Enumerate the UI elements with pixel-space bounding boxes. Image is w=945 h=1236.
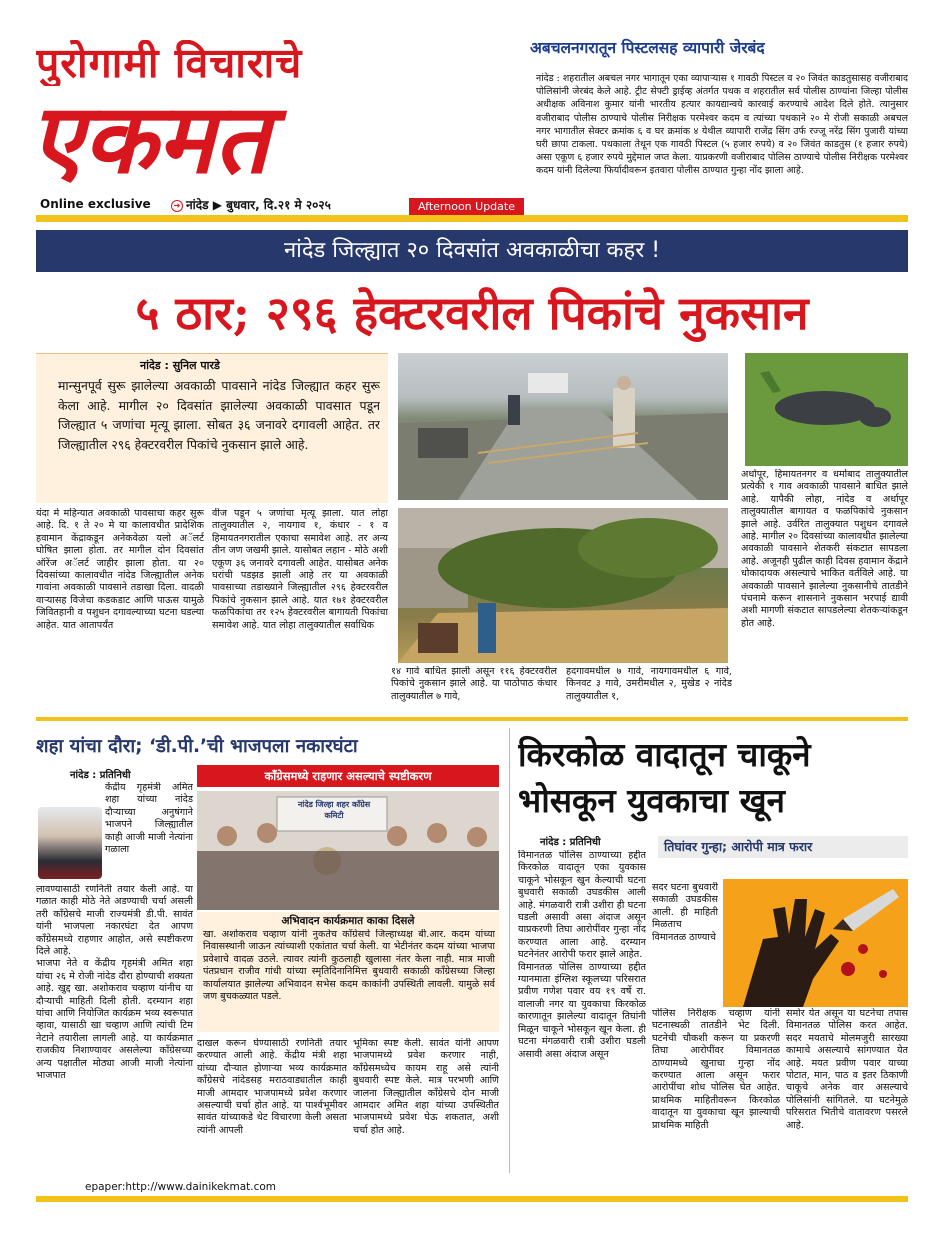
column-separator [509, 728, 510, 1173]
main-story-col2: वीज पडून ५ जणांचा मृत्यू झाला. यात लोहा तालुक्यातील २, नायगाव १, कंधार - १ व हिमायतनगरातील एकाचा समावेश आहे. तर अन्य तीन जण जखमी झाले. यासोबत लहान - मोठे अशी एकूण ३६ जनावरे दगावली आहेत. यासोबत अनेक घरांची पडझड झाली आहे तर या अवकाळी पावसाच्या तडाख्याने जिल्ह्यातील २९६ हेक्टरवरील पिकांचे नुकसान झाले आहे. यात १७१ हेक्टरवरील फळपिकांचा तर १२५ हेक्टरवरील बागायती पिकांचा समावेश आहे. यात लोहा तालुक्यातील सर्वाधिक [212, 508, 388, 631]
stab-story-col2: पोलिस निरीक्षक चव्हाण यांनी घटनास्थळी तातडीने भेट दिली. घटनेची चौकशी करून या प्रकरणी तिघा आरोपींवर विमानतळ ठाण्यामध्ये खुनाचा गुन्हा नोंद करण्यात आला असून फरार आरोपींचा शोध पोलिस घेत आहेत. प्राथमिक माहितीवरून किरकोळ वादातून या युवकाचा खून झाल्याची प्राथमिक माहिती [652, 1008, 780, 1131]
main-story-col3: १४ गावे बाधित झाली असून ११६ हेक्टरवरील पिकांचे नुकसान झाले आहे. या पाठोपाठ कंधार तालुक्यातील ७ गावे, [391, 666, 557, 702]
main-story-col4: हदगावमधील ७ गावे, नायगावमधील ६ गावे, किनवट ३ गावे, उमरीमधील २, मुखेड २ नांदेड तालुक्यातील १, [566, 666, 732, 702]
header-divider [36, 215, 908, 222]
masthead-tagline: पुरोगामी विचाराचे [36, 40, 303, 86]
stab-story-col1: विमानतळ पोलिस ठाण्याच्या हद्दीत किरकोळ वादातून एका युवकास चाकूने भोसकून खुन केल्याची घटना बुधवारी सकाळी उघडकीस आली आहे. मंगळवारी रात्री उशीरा ही घटना घडली असावी असा अंदाज असून याप्रकरणी तिघा आरोपींवर गुन्हा नोंद करण्यात आला आहे. दरम्यान घटनेनंतर आरोपी फरार झाले आहेत. विमानतळ पोलिस ठाण्याच्या हद्दीत ग्यानमाता इंग्लिश स्कूलच्या परिसरात प्रवीण गणेश पवार वय १९ वर्षे रा. वालाजी नगर या युवकाचा किरकोळ कारणातून झालेल्या वादातून तिघांनी मिळून चाकूने भोसकून खून केला. ही घटना मंगळवारी रात्री उशीरा घडली असावी असा अंदाज असून [518, 850, 646, 1060]
top-story-headline[interactable]: अबचलनगरातून पिस्टलसह व्यापारी जेरबंद [530, 39, 765, 57]
online-exclusive-label: Online exclusive [40, 197, 151, 211]
shah-story-col1-top: केंद्रीय गृहमंत्री अमित शहा यांच्या नांदेड दौऱ्याच्या अनुषंगाने भाजपने जिल्ह्यातील काही आजी माजी नेत्यांना गळाला [105, 782, 193, 856]
dateline [171, 196, 331, 213]
main-story-headline[interactable]: ५ ठार; २९६ हेक्टरवरील पिकांचे नुकसान [135, 286, 809, 340]
shah-story-byline: नांदेड : प्रतिनिधी [70, 770, 131, 781]
footer-divider [36, 1196, 908, 1202]
shah-story-headline[interactable]: शहा यांचा दौरा; ‘डी.पी.’ची भाजपला नकारघंटा [36, 736, 358, 757]
main-story-lead: मान्सुनपूर्व सुरू झालेल्या अवकाळी पावसाने नांदेड जिल्ह्यात कहर सुरू केला आहे. मागील २० दिवसांत झालेल्या अवकाळी पावसात पडून जिल्ह्यात ५ जणांचा मृत्यू झाला. सोबत ३६ जनावरे दगावली आहेत. तर जिल्ह्यातील २९६ हेक्टरवरील पिकांचे नुकसान झाले आहे. [58, 378, 380, 452]
caption-text: खा. अशोकराव चव्हाण यांनी नुकतेच काँग्रेसचे जिल्हाध्यक्ष बी.आर. कदम यांच्या निवासस्थानी जाऊन त्यांच्याशी एकांतात चर्चा केली. या भेटीनंतर कदम यांच्या भाजपा प्रवेशाचे वादळ उठले. त्यावर त्यांनी कुठलाही खुलासा नंतर केला नाही. मात्र माजी पंतप्रधान राजीव गांधी यांच्या स्मृतिदिनानिमित्त बुधवारी सकाळी काँग्रेसच्या जिल्हा कार्यालयात झालेल्या अभिवादन सभेस कदम काकांनी उपस्थिती लावली. यामुळे सर्व जण बुचकळ्यात पडले. [203, 929, 495, 1003]
main-story-col1: यंदा मे महिन्यात अवकाळी पावसाचा कहर सुरू आहे. दि. १ ते २० मे या कालावधीत प्रादेशिक हवामान केंद्राकडून अनेकवेळा यलो अॅलर्ट घोषित झाला होता. तर मागील दोन दिवसांत ऑरेंज अॅलर्ट जाहीर झाला होता. या २० दिवसांच्या कालावधीत नांदेड जिल्ह्यातील अनेक गावांना अवकाळी पावसाने तडाखा दिला. वादळी वाऱ्यासह विजेचा कडकडाट आणि पाऊस यामुळे जिवितहानी व पशुधन दगावल्याच्या घटना घडल्या आहेत. यात आतापर्यंत [36, 508, 204, 631]
stab-story-col3: समोर येत असून या घटनेचा तपास विमानतळ पोलिस करत आहेत. सदर मयताचे मोलमजुरी सारख्या कामाचे असल्याचे सांगण्यात येत आहे. मयत प्रवीण पवार याच्या पोटात, मान, पाठ व इतर ठिकाणी चाकूचे अनेक वार असल्याचे पोलिसांनी सांगितले. या घटनेमुळे परिसरात भितीचे वातावरण पसरले आहे. [786, 1008, 908, 1131]
dead-buffalo-photo[interactable] [745, 353, 908, 466]
avatar [38, 807, 102, 879]
shah-story-col1: लावण्यासाठी रणनिती तयार केली आहे. या गळात काही मोठे नेते अडण्याची चर्चा असली तरी काँग्रेसचे माजी राज्यमंत्री डी.पी. सावंत यांनी भाजपला नकारघंटा देत आपण काँग्रेसमध्ये राहणार आहोत, असे स्पष्टीकरण दिले आहे. भाजपा नेते व केंद्रीय गृहमंत्री अमित शहा यांचा २६ मे रोजी नांदेड दौरा होण्याची शक्यता आहे. खुद्द खा. अशोकराव चव्हाण यांनीच या दौऱ्याची माहिती दिली होती. दरम्यान शहा यांचा आणि नियोजित कार्यक्रम भव्य स्वरूपात व्हावा, यासाठी खा चव्हाण आणि त्यांची टिम नेटाने तयारीला लागली आहे. या कार्यक्रमात राजकीय निशाण्यावर असलेल्या काँग्रेसच्या अन्य पक्षातील मोठ्या आजी माजी नेत्यांना भाजपात [36, 884, 193, 1082]
fallen-tree-illustration [398, 508, 728, 663]
stab-story-byline: नांदेड : प्रतिनिधी [540, 837, 601, 848]
dateline-text: नांदेड ▶ बुधवार, दि.२१ मे २०२५ [186, 198, 331, 212]
masthead-logo: एकमत [30, 84, 269, 194]
knife-illustration[interactable] [723, 879, 908, 1007]
section-divider [36, 717, 908, 721]
stab-story-headline[interactable]: किरकोळ वादातून चाकूने भोसकून युवकाचा खून [518, 735, 811, 820]
photo-banner-text: नांदेड जिल्हा शहर काँग्रेस कमिटी [297, 800, 371, 820]
shah-story-subhead: काँग्रेसमध्ये राहणार असल्याचे स्पष्टीकरण [197, 765, 499, 787]
fallen-tree-photo[interactable] [398, 508, 728, 663]
shah-story-col3: भूमिका स्पष्ट केली. सावंत यांनी आपण भाजपामध्ये प्रवेश करणार नाही, काँग्रेसमध्येच कायम राहू असे त्यांनी बुधवारी स्पष्ट केले. मात्र परभणी आणि जालना जिल्ह्यातील काँग्रेसचे दोन माजी आमदार अमित शहा यांच्या उपस्थितीत भाजपामध्ये प्रवेश घेऊ शकतात, अशी चर्चा होत आहे. [353, 1038, 499, 1136]
caption-headline: अभिवादन कार्यक्रमात काका दिसले [281, 915, 415, 927]
main-story-byline: नांदेड : सुनिल पारडे [140, 359, 220, 372]
stab-story-col2-top: सदर घटना बुधवारी सकाळी उघडकीस आली. ही माहिती मिळताच विमानतळ ठाण्याचे [652, 882, 718, 943]
main-story-kicker: नांदेड जिल्ह्यात २० दिवसांत अवकाळीचा कहर ! [36, 230, 908, 272]
hand-knife-icon [723, 879, 908, 1007]
main-story-col5: अर्धापूर, हिमायतनगर व धर्माबाद तालुक्यातील प्रत्येकी १ गाव अवकाळी पावसाने बाधित झाले आहे. यापैकी लोहा, नांदेड व अर्धापूर तालुक्यातील बागायत व फळपिकांचे नुकसान झाले आहे. उर्वरित तालुक्यात पशुधन दगावले आहे. मागील २० दिवसांच्या कालावधीत झालेल्या अवकाळी पावसाने शेतकरी संकटात सापडला आहे. अजूनही पुढील काही दिवस हवामान केंद्राने धोकादायक असल्याचे भाकित वर्तविले आहे. या अवकाळी पावसाने झालेल्या नुकसानीचे तातडीने पंचनामे करून शासनाने नुकसान भरपाई द्यावी अशी मागणी संकटात सापडलेल्या शेतकऱ्यांकडून होत आहे. [741, 469, 908, 629]
buffalo-illustration [745, 353, 908, 466]
arrow-right-icon: ➜ [171, 200, 183, 212]
congress-event-photo[interactable] [197, 791, 499, 910]
edition-badge: Afternoon Update [409, 198, 524, 215]
top-story-body: नांदेड : शहरातील अबचल नगर भागातून एका व्यापाऱ्यास १ गावठी पिस्टल व २० जिवंत काडतुसासह वजीराबाद पोलिसांनी जेरबंद केले आहे. ट्रीट सेफ्टी ड्राईव्ह अंतर्गत पथक व शहरातील सर्व पोलीस ठाण्यांना जिल्हा पोलीस अधीक्षक अविनाश कुमार यांनी भारतीय हत्यार कायद्यान्वये कारवाई करण्याचे आदेश दिले होते. त्यानुसार वजीराबाद पोलीस ठाण्याचे पोलीस निरीक्षक परमेश्वर कदम व त्यांच्या पथकाने २० मे रोजी सकाळी अबचल नगर भागातील सेक्टर क्रमांक ६ व घर क्रमांक ४ येथील व्यापारी राजेंद्र सिंग उर्फ रज्जू नरेंद्र सिंग पुजारी यांच्या घरी छापा टाकला. पथकाला तेथून एक गावठी पिस्टल (५ हजार रुपये) व २० जिवंत काडतुस (१ हजार रुपये) असा एकूण ६ हजार रुपये मुद्देमाल जप्त केला. याप्रकरणी वजीराबाद पोलिस ठाण्याचे पोलीस निरीक्षक परमेश्वर कदम यांनी दिलेल्या फिर्यादीवरून इतवारा पोलीस ठाण्यात गुन्हा नोंद झाला आहे. [536, 73, 908, 177]
epaper-link[interactable]: epaper:http://www.dainikekmat.com [85, 1181, 277, 1193]
road-damage-photo[interactable] [398, 353, 728, 500]
shah-story-col2: दाखल करून घेण्यासाठी रणनिती तयार करण्यात आली आहे. केंद्रीय मंत्री शहा यांच्या दौऱ्यात होणाऱ्या भव्य कार्यक्रमात काँग्रेसचे नांदेडसह मराठवाड्यातील काही माजी आमदार भाजपामध्ये प्रवेश करणार असल्याची चर्चा होत आहे. या पार्श्वभूमीवर सावंत यांच्याकडे थेट विचारणा केली असता त्यांनी आपली [197, 1038, 347, 1136]
stab-story-subhead: तिघांवर गुन्हा; आरोपी मात्र फरार [664, 839, 813, 854]
road-damage-illustration [398, 353, 728, 500]
